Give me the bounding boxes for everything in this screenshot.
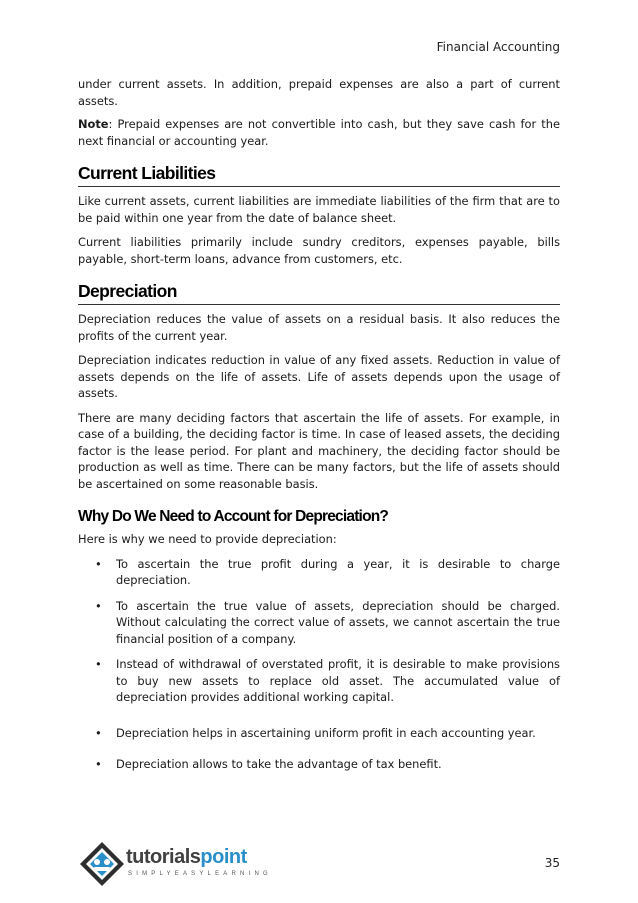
logo-tagline: SIMPLYEASYLEARNING xyxy=(128,871,272,877)
tutorialspoint-logo xyxy=(80,840,272,888)
why-depreciation-heading: Why Do We Need to Account for Depreciation? xyxy=(78,508,389,525)
note-paragraph xyxy=(78,116,560,149)
note-text: : Prepaid expenses are not convertible into cash, but they save cash for the next financial or accounting year. xyxy=(78,117,560,148)
why-intro: Here is why we need to provide depreciation: xyxy=(78,532,337,546)
reasons-list xyxy=(78,556,560,773)
note-label: Note xyxy=(78,117,109,131)
bullet-icon: • xyxy=(95,757,102,771)
current-liabilities-p2: Current liabilities primarily include sundry creditors, expenses payable, bills payable, short-term loans, advance from customers, etc. xyxy=(78,235,560,266)
list-item: • Depreciation helps in ascertaining uniform profit in each accounting year. xyxy=(95,725,536,740)
bullet-icon: • xyxy=(95,725,102,740)
bullet-icon: • xyxy=(95,657,102,671)
running-header: Financial Accounting xyxy=(436,40,560,54)
list-item: • Instead of withdrawal of overstated profit, it is desirable to make provisions to buy new assets to replace old asset. The accumulated value of depreciation provides additional working capital. xyxy=(95,657,560,704)
list-item: • Depreciation allows to take the advantage of tax benefit. xyxy=(95,757,442,771)
current-liabilities-p1: Like current assets, current liabilities are immediate liabilities of the firm that are to be paid within one year from the date of balance sheet. xyxy=(78,194,560,225)
depreciation-p3: There are many deciding factors that ascertain the life of assets. For example, in case of a building, the deciding factor is time. In case of leased assets, the deciding factor is the lease period. For plant and machinery, the deciding factor should be production as well as time. There can be many factors, but the life of assets should be ascertained on some reasonable basis. xyxy=(78,410,560,491)
logo-diamond-icon xyxy=(80,840,126,888)
depreciation-p1: Depreciation reduces the value of assets on a residual basis. It also reduces the profits of the current year. xyxy=(78,312,560,343)
bullet-icon: • xyxy=(95,598,102,613)
list-item: • To ascertain the true profit during a year, it is desirable to charge depreciation. xyxy=(95,556,560,587)
logo-wordmark: tutorialspoint xyxy=(126,846,247,868)
intro-paragraph: under current assets. In addition, prepaid expenses are also a part of current assets. xyxy=(78,77,560,108)
depreciation-p2: Depreciation indicates reduction in value of any fixed assets. Reduction in value of assets depends on the life of assets. Life of assets depends upon the usage of assets. xyxy=(78,353,560,400)
page-number: 35 xyxy=(544,856,560,870)
bullet-icon: • xyxy=(95,556,102,571)
depreciation-heading: Depreciation xyxy=(78,281,560,305)
list-item: • To ascertain the true value of assets, depreciation should be charged. Without calculating the correct value of assets, we cannot ascertain the true financial position of a company. xyxy=(95,598,560,646)
current-liabilities-heading: Current Liabilities xyxy=(78,163,560,187)
page-body xyxy=(78,76,560,782)
